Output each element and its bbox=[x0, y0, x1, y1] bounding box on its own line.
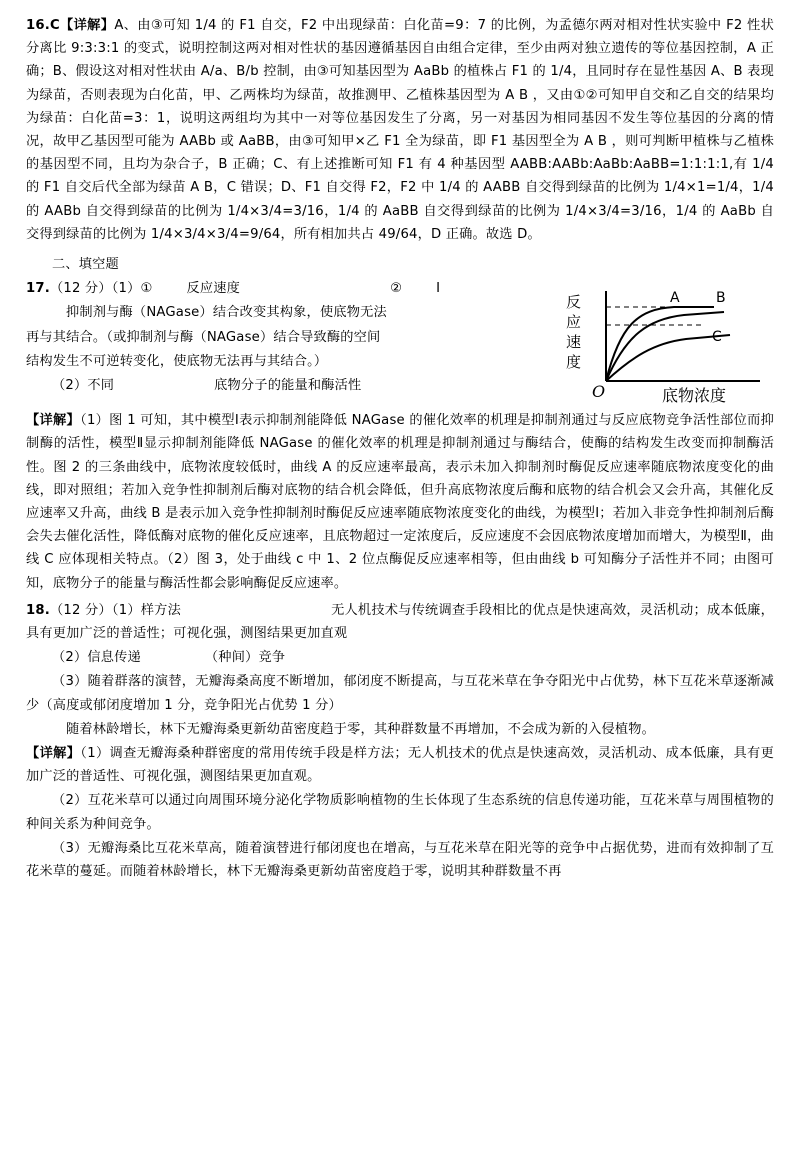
q17-part1-label: （1）① bbox=[111, 281, 153, 297]
q18-explain-1: （1）调查无瓣海桑种群密度的常用传统手段是样方法；无人机技术的优点是快速高效，灵活机动、成本低廉，具有更加广泛的普适性、可视化强，测图结果更加直观。 bbox=[26, 746, 774, 785]
xlabel: 底物浓度 bbox=[662, 386, 727, 406]
q18-explain-tag: 【详解】 bbox=[26, 746, 81, 762]
q17-num: 17. bbox=[26, 281, 50, 297]
q18-line1 bbox=[26, 599, 774, 645]
q18-line2 bbox=[26, 646, 774, 669]
q18-part2-label: （2）信息传递 bbox=[52, 650, 141, 666]
q17-explain-tag: 【详解】 bbox=[26, 413, 81, 429]
q17-part2-label: （2）不同 bbox=[52, 378, 115, 394]
q17-line5 bbox=[26, 374, 526, 397]
q16-explain-tag: 【详解】 bbox=[59, 18, 115, 33]
q16-body: A、由③可知 1/4 的 F1 自交，F2 中出现绿苗：白化苗=9：7 的比例，为孟德尔两对相对性状实验中 F2 性状分离比 9:3:3:1 的变式，说明控制这两对相对性状的基因遵循基因自由组合定律，至少由两对独立遗传的等位基因控制，A 正确；B、假设这对相对性状由 A/a、B/b 控制，由③可知基因型为 AaBb 的植株占 F1 的 1/4，且同时存在显性基因 A、B 表现为绿苗，否则表现为白化苗，甲、乙两株均为绿苗，故推测甲、乙植株基因型为 A B ，又由①②可知甲自交和乙自交的结果均为绿苗：白化苗=3：1，说明这两组均为其中一对等位基因发生了分离，另一对基因为相同基因不发生等位基因的分离的情况，故甲乙基因型可能为 AABb 或 AaBB，由③可知甲×乙 F1 全为绿苗，即 F1 基因型全为 A B ，则可判断甲植株与乙植株的基因型不同，且均为杂合子，B 正确；C、有上述推断可知 F1 有 4 种基因型 AABB:AABb:AaBb:AaBB=1:1:1:1,有 1/4 的 F1 自交后代全部为绿苗 A B，C 错误；D、F1 自交得 F2，F2 中 1/4 的 AABB 自交得到绿苗的比例为 1/4×1=1/4，1/4 的 AABb 自交得到绿苗的比例为 1/4×3/4=3/16，1/4 的 AaBB 自交得到绿苗的比例为 1/4×3/4=3/16，1/4 的 AaBb 自交得到绿苗的比例为 1/4×3/4×3/4=9/64，所有相加共占 49/64，D 正确。故选 D。 bbox=[26, 18, 774, 242]
curve-label-c: C bbox=[712, 329, 722, 346]
q17-score: （12 分） bbox=[49, 281, 112, 297]
q18-num: 18. bbox=[26, 602, 50, 618]
curve-label-b: B bbox=[716, 290, 726, 307]
q18-part1-answer: 无人机技术与传统调查手段相比的优点是快速高效，灵活机动；成本低廉，具有更加广泛的普适性；可视化强，测图结果更加直观 bbox=[26, 602, 774, 642]
q17-line3: 再与其结合。（或抑制剂与酶（NAGase）结合导致酶的空间 bbox=[26, 329, 381, 345]
q18-explain-paragraph-2: （2）互花米草可以通过向周围环境分泌化学物质影响植物的生长体现了生态系统的信息传递功能，互花米草与周围植物的种间关系为种间竞争。 bbox=[26, 793, 774, 832]
ylabel-char-1: 反 bbox=[566, 293, 582, 312]
q18-score: （12 分） bbox=[49, 602, 112, 618]
q17-explain-paragraph bbox=[26, 409, 774, 595]
q17-line4: 结构发生不可逆转变化，使底物无法再与其结合。） bbox=[26, 353, 328, 369]
curve-label-a: A bbox=[670, 290, 680, 307]
q17-line1 bbox=[26, 277, 526, 300]
q18-explain-paragraph-3: （3）无瓣海桑比互花米草高，随着演替进行郁闭度也在增高，与互花米草在阳光等的竞争中占据优势，进而有效抑制了互花米草的蔓延。而随着林龄增长，林下无瓣海桑更新幼苗密度趋于零，说明其种群数量不再 bbox=[26, 840, 774, 880]
q17-explain-body: （1）图 1 可知，其中模型I表示抑制剂能降低 NAGase 的催化效率的机理是抑制剂通过与反应底物竞争活性部位而抑制酶的活性，模型Ⅱ显示抑制剂能降低 NAGase 的催化效率的机理是抑制剂通过与酶结合，使酶的结构发生改变而抑制酶活性。图 2 的三条曲线中，底物浓度较低时，曲线 A 的反应速率最高，表示未加入抑制剂时酶促反应速率随底物浓度变化的曲线，即对照组；若加入竞争性抑制剂后酶对底物的结合机会降低，但升高底物浓度后酶和底物的结合机会又会升高，其催化反应速率又升高，曲线 B 是表示加入竞争性抑制剂时酶促反应速率随底物浓度变化的曲线，为模型I；若加入非竞争性抑制剂后酶会失去催化活性，降低酶对底物的催化反应速率，且底物超过一定浓度后，反应速度不会因底物浓度增加而增大，为模型Ⅱ，曲线 C 应体现相关特点。（2）图 3，处于曲线 c 中 1、2 位点酶促反应速率相等，但由曲线 b 可知酶分子活性并不同；由图可知，底物分子的能量与酶活性都会影响酶促反应速率。 bbox=[26, 413, 774, 591]
q17-part1-second-label: ② bbox=[390, 281, 403, 297]
ylabel-char-3: 速 bbox=[566, 333, 582, 352]
ylabel-char-2: 应 bbox=[566, 313, 582, 332]
section-2-title: 二、填空题 bbox=[52, 257, 119, 273]
q17-answer2: Ⅰ bbox=[436, 281, 441, 297]
q16-paragraph bbox=[26, 14, 774, 246]
q18-part1-label: （1）样方法 bbox=[111, 602, 182, 618]
q18-part3: （3）随着群落的演替，无瓣海桑高度不断增加，郁闭度不断提高，与互花米草在争夺阳光中占优势，林下互花米草逐渐减少（高度或郁闭度增加 1 分，竞争阳光占优势 1 分） bbox=[26, 674, 774, 713]
q17-line2: 抑制剂与酶（NAGase）结合改变其构象，使底物无法 bbox=[66, 305, 387, 321]
q17-answer1: 反应速度 bbox=[186, 281, 241, 297]
q18-explain-paragraph-1 bbox=[26, 742, 774, 788]
origin-label: O bbox=[592, 382, 606, 402]
enzyme-rate-svg bbox=[544, 285, 774, 407]
q17-text-column bbox=[26, 277, 526, 397]
ylabel-char-4: 度 bbox=[566, 353, 582, 372]
enzyme-rate-figure bbox=[544, 285, 774, 407]
q18-part2-answer: （种间）竞争 bbox=[204, 650, 286, 666]
q17-block bbox=[26, 277, 774, 409]
q17-part2-answer: 底物分子的能量和酶活性 bbox=[214, 378, 362, 394]
q16-label: 16.C bbox=[26, 18, 60, 33]
q18-part3-extra: 随着林龄增长，林下无瓣海桑更新幼苗密度趋于零，其种群数量不再增加，不会成为新的入侵植物。 bbox=[66, 721, 656, 737]
